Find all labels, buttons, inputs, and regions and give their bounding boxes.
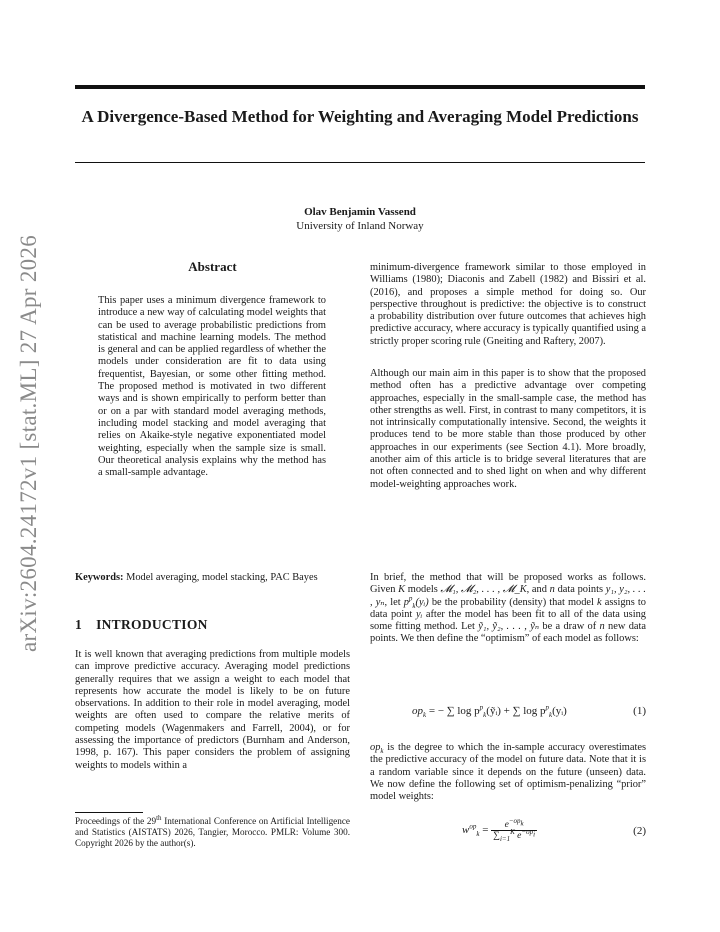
top-rule-thick — [75, 85, 645, 89]
keywords-label: Keywords: — [75, 572, 124, 583]
abstract-heading: Abstract — [188, 259, 237, 274]
keywords-text: Model averaging, model stacking, PAC Bayes — [126, 572, 318, 583]
p3-a: In brief, the method that will be proposed works as follows. Given — [370, 572, 646, 596]
title-rule-bottom — [75, 162, 645, 163]
eq1-lhs: op — [412, 705, 423, 717]
eq2-lhs: w — [462, 824, 470, 837]
footnote-text-a: Proceedings of the 29 — [75, 816, 157, 826]
p3-c: , and — [526, 584, 550, 596]
p3-i: be a draw of — [539, 621, 600, 633]
equation-1: $op_k$ = − ∑ $\log p^p_k(ỹᵢ)$ + ∑ $\log p^p_k(yᵢ)$ — [412, 703, 567, 720]
eq2-fraction: $\frac{e^{-op_k}}{\sum_{i=1}^K e^{-op_i}}$ — [493, 816, 536, 843]
footnote — [75, 813, 350, 849]
math-pk: $p^p_k(yᵢ)$ — [403, 594, 429, 610]
right-paragraph-1: minimum-divergence framework similar to those employed in Williams (1980); Diaconis and Zabell (1982) and Bissiri et al. (2016), and proposes a simple method for doing so. Our perspective throughout is predictive: the objective is to construct a probability distribution over future outcomes that achieves high predictive accuracy, where accuracy is typically quantified using a strictly proper scoring rule (Gneiting and Raftery, 2007). — [370, 262, 646, 347]
equation-2: $w^{op}_k$ = $\frac{e^{-op_k}}{\sum_{i=1}^K e^{-op_i}}$ — [462, 816, 536, 843]
math-K: K — [398, 584, 406, 596]
p3-h: after the model has been fit to all of the data using some fitting method. Let — [370, 608, 646, 633]
right-paragraph-4: $op_k$ is the degree to which the in-sample accuracy overestimates the predictive accuracy of the model on future data. Note that it is a random variable since it depends on the future (unseen) data. We now define the following set of optimism-penalizing “prior” model weights: — [370, 742, 646, 803]
p3-g: assigns to data point — [370, 596, 646, 620]
keywords — [75, 572, 350, 584]
author-name: Olav Benjamin Vassend — [304, 206, 416, 218]
math-yi: yᵢ — [415, 608, 423, 620]
author-affiliation: University of Inland Norway — [296, 220, 424, 232]
paper-title: A Divergence-Based Method for Weighting and Averaging Model Predictions — [81, 107, 639, 126]
intro-paragraph: It is well known that averaging predictions from multiple models can improve predictive accuracy. Averaging model predictions generally requires that we assign a weight to each model that represents how accurate the model is likely to be on future observations. In addition to their role in model averaging, model weights are often used to compare the relative merits of competing models (Wagenmakers and Farrell, 2004), or for assessing the importance of predictors (Burnham and Anderson, 1998, p. 167). This paper considers the problem of assigning weights to models within a — [75, 649, 350, 771]
p3-b: models — [405, 584, 441, 596]
right-paragraph-3 — [370, 572, 646, 646]
math-k: k — [597, 596, 602, 608]
section-number: 1 — [75, 617, 83, 632]
p4-a: is the degree to which the in-sample accuracy overestimates the predictive accuracy of the model on future data. Note that it is a random variable since it depends on the future (unseen) data. We now define the following set of optimism-penalizing “prior” model weights: — [370, 742, 646, 803]
equation-1-number: (1) — [633, 705, 646, 717]
eq1-rhs: = − ∑ log p — [428, 705, 480, 717]
right-paragraph-2: Although our main aim in this paper is to show that the proposed method often has a predictive advantage over competing approaches, especially in the small-sample case, the method has other strengths as well. First, in contrast to many competitors, it is not intrinsically computationally intensive. Second, the weights it produces tend to be more stable than those produced by other approaches in our experiments (see Section 4.1). More broadly, another aim of this article is to bridge several literatures that are not often connected and to shed light on when and why different model-weighting approaches work. — [370, 368, 646, 490]
footnote-rule — [75, 812, 143, 813]
eq1-mid: (ỹᵢ) + ∑ log p — [486, 705, 546, 717]
footnote-text-b: International Conference on Artificial Intelligence and Statistics (AISTATS) 2026, Tangier, Morocco. PMLR: Volume 300. Copyright 2026 by the author(s). — [75, 816, 350, 848]
p3-j: new data points. We then define the “optimism” of each model as follows: — [370, 621, 646, 645]
section-heading-introduction — [75, 617, 208, 633]
abstract-text: This paper uses a minimum divergence framework to introduce a new way of calculating model weights that can be used to average probabilistic predictions from statistical and machine learning models. The method is general and can be applied regardless of whether the models under consideration are fit to data using frequentist, Bayesian, or some other fitting method. The proposed method is motivated in two different ways and is shown empirically to perform better than or on a par with standard model averaging methods, including model stacking and model averaging that relies on Akaike-style negative exponentiated model weighting, especially when the sample size is small. Our theoretical analysis explains why the method has a small-sample advantage. — [98, 295, 326, 479]
p3-f: be the probability (density) that model — [428, 596, 598, 608]
math-y: y₁, y₂, . . . , yₙ — [370, 584, 647, 608]
p3-e: , let — [384, 596, 404, 608]
arxiv-stamp: arXiv:2604.24172v1 [stat.ML] 27 Apr 2026 — [16, 234, 41, 652]
math-ytilde: ỹ₁, ỹ₂, . . . , ỹₙ — [478, 621, 540, 633]
math-opk: op — [370, 742, 381, 753]
eq1-end: (yᵢ) — [552, 705, 567, 717]
math-n-2: n — [599, 621, 605, 633]
p3-d: data points — [554, 584, 606, 596]
author-block — [75, 205, 645, 233]
footnote-sup: th — [156, 813, 162, 822]
math-models: 𝓜₁, 𝓜₂, . . . , 𝓜_K — [440, 584, 527, 596]
section-title: INTRODUCTION — [96, 617, 208, 632]
math-n: n — [549, 584, 555, 596]
equation-2-number: (2) — [633, 825, 646, 837]
